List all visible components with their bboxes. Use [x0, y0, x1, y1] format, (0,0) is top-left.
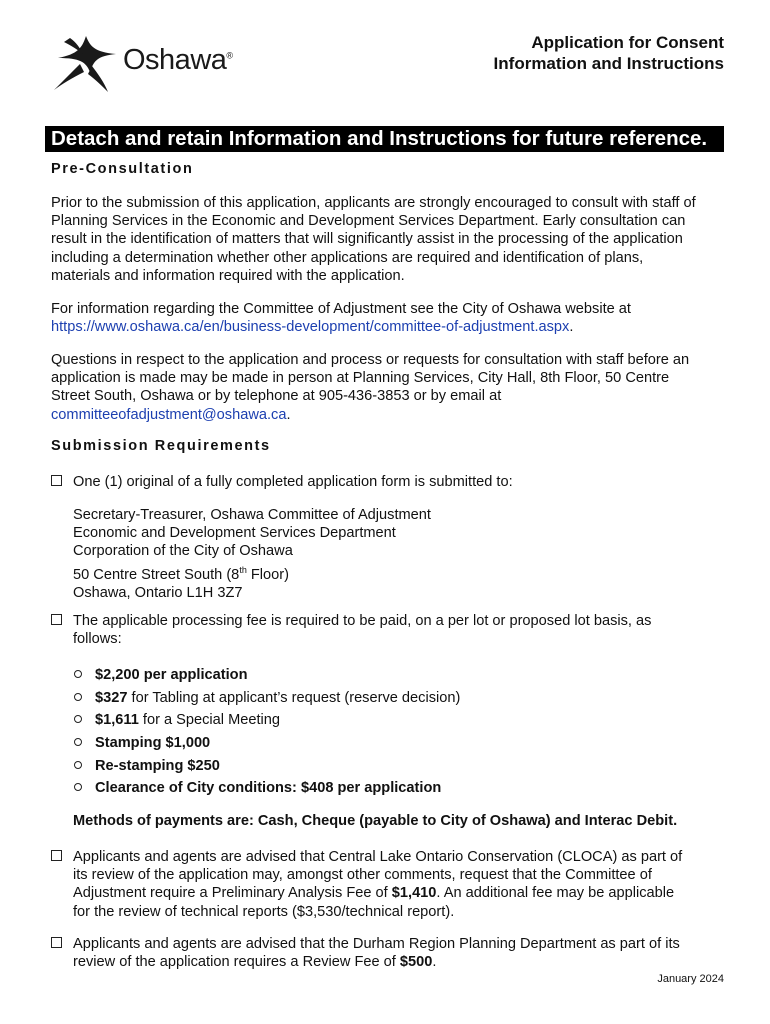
checkbox-icon	[51, 614, 62, 625]
footer-date: January 2024	[657, 973, 724, 985]
checkbox-icon	[51, 475, 62, 486]
title-line-2: Information and Instructions	[493, 54, 724, 73]
pre-consultation-paragraph-2: For information regarding the Committee of Adjustment see the City of Oshawa website at https://www.oshawa.ca/en/business-development/committee-of-adjustment.aspx.	[51, 301, 631, 336]
circle-bullet-icon	[74, 670, 82, 678]
circle-bullet-icon	[74, 738, 82, 746]
committee-email-link[interactable]: committeeofadjustment@oshawa.ca	[51, 406, 287, 423]
checkbox-icon	[51, 937, 62, 948]
submission-requirements-heading: Submission Requirements	[51, 438, 271, 454]
circle-bullet-icon	[74, 693, 82, 701]
detach-banner: Detach and retain Information and Instructions for future reference.	[45, 126, 724, 152]
committee-website-link[interactable]: https://www.oshawa.ca/en/business-development/committee-of-adjustment.aspx	[51, 319, 570, 336]
circle-bullet-icon	[74, 783, 82, 791]
oshawa-star-icon	[50, 32, 122, 94]
pre-consultation-paragraph-3: Questions in respect to the application and process or requests for consultation with staff before an application is made may be made in person at Planning Services, City Hall, 8th Floor, 50 Centre Street South, Oshawa or by telephone at 905-436-3853 or by email at committeeofadjustment@oshawa.ca.	[51, 352, 690, 423]
pre-consultation-paragraph-1: Prior to the submission of this application, applicants are strongly encouraged to consult with staff of Planning Services in the Economic and Development Services Department. Early consultation can result in the identification of matters that will significantly assist in the processing of the application including a determination whether other applications are required and identification of plans, materials and information required with the application.	[51, 195, 696, 284]
payment-methods: Methods of payments are: Cash, Cheque (payable to City of Oshawa) and Interac Debit.	[73, 813, 678, 829]
title-line-1: Application for Consent	[531, 33, 724, 52]
pre-consultation-heading: Pre-Consultation	[51, 161, 194, 177]
document-title	[494, 32, 724, 74]
submission-address: Secretary-Treasurer, Oshawa Committee of Adjustment Economic and Development Services Department Corporation of the City of Oshawa 50 Centre Street South (8th Floor) Oshawa, Ontario L1H 3Z7	[73, 507, 431, 601]
circle-bullet-icon	[74, 715, 82, 723]
circle-bullet-icon	[74, 761, 82, 769]
checkbox-icon	[51, 850, 62, 861]
city-of-oshawa-logo	[50, 32, 250, 94]
logo-wordmark: Oshawa®	[123, 44, 233, 76]
